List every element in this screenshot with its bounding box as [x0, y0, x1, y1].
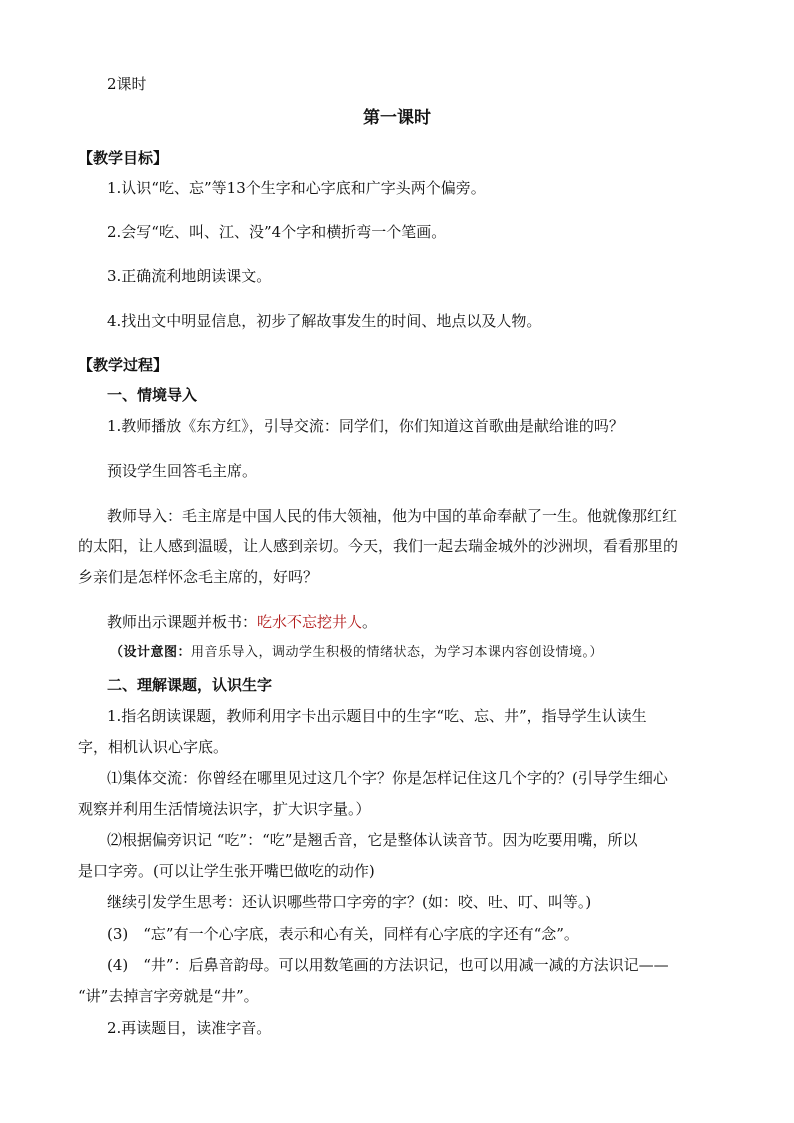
paragraph-line: 是口字旁。(可以让学生张开嘴巴做吃的动作)	[78, 862, 375, 880]
paragraph-line: 观察并利用生活情境法识字，扩大识字量。）	[78, 800, 371, 818]
paragraph: (3) “忘”有一个心字底，表示和心有关，同样有心字底的字还有“念”。	[107, 925, 579, 943]
objective-item: 4.找出文中明显信息，初步了解故事发生的时间、地点以及人物。	[107, 312, 542, 330]
paragraph-line: 1.指名朗读课题，教师利用字卡出示题目中的生字“吃、忘、井”，指导学生认读生	[107, 707, 647, 725]
paragraph-line: ⑴集体交流：你曾经在哪里见过这几个字？你是怎样记住这几个字的？(引导学生细心	[107, 769, 668, 787]
lesson-count: 2课时	[107, 75, 147, 93]
paragraph: 2.再读题目，读准字音。	[107, 1019, 272, 1037]
process-heading: 【教学过程】	[78, 356, 169, 374]
paragraph-line: “讲”去掉言字旁就是“井”。	[78, 987, 259, 1005]
lesson-title: 第一课时	[363, 108, 431, 128]
paragraph-line: 教师导入：毛主席是中国人民的伟大领袖，他为中国的革命奉献了一生。他就像那红红	[107, 507, 678, 525]
paragraph: 继续引发学生思考：还认识哪些带口字旁的字？(如：咬、吐、叮、叫等。)	[107, 893, 592, 911]
section1-title: 一、情境导入	[107, 386, 198, 404]
paragraph-line: 字，相机认识心字底。	[78, 738, 229, 756]
paragraph: 预设学生回答毛主席。	[107, 462, 258, 480]
paragraph-line: ⑵根据偏旁识记 “吃”：“吃”是翘舌音，它是整体认读音节。因为吃要用嘴，所以	[107, 831, 638, 849]
design-label: （设计意图：	[110, 645, 192, 660]
board-suffix: 。	[362, 613, 378, 631]
objectives-heading: 【教学目标】	[78, 149, 169, 167]
paragraph: 1.教师播放《东方红》，引导交流：同学们，你们知道这首歌曲是献给谁的吗？	[107, 417, 624, 435]
paragraph-line: 乡亲们是怎样怀念毛主席的，好吗？	[78, 568, 319, 586]
board-prefix: 教师出示课题并板书：	[107, 613, 258, 631]
paragraph-line: 的太阳，让人感到温暖，让人感到亲切。今天，我们一起去瑞金城外的沙洲坝，看看那里的	[78, 537, 679, 555]
paragraph	[107, 612, 377, 632]
paragraph-line: (4) “井”：后鼻音韵母。可以用数笔画的方法识记，也可以用减一减的方法识记——	[107, 956, 669, 974]
objective-item: 1.认识“吃、忘”等13个生字和心字底和广字头两个偏旁。	[107, 179, 486, 197]
design-text: 用音乐导入，调动学生积极的情绪状态，为学习本课内容创设情境。）	[191, 645, 604, 660]
objective-item: 2.会写“吃、叫、江、没”4个字和横折弯一个笔画。	[107, 223, 447, 241]
objective-item: 3.正确流利地朗读课文。	[107, 267, 272, 285]
section2-title: 二、理解课题，认识生字	[107, 676, 273, 694]
design-intent	[110, 643, 603, 663]
board-title: 吃水不忘挖井人	[257, 613, 363, 631]
